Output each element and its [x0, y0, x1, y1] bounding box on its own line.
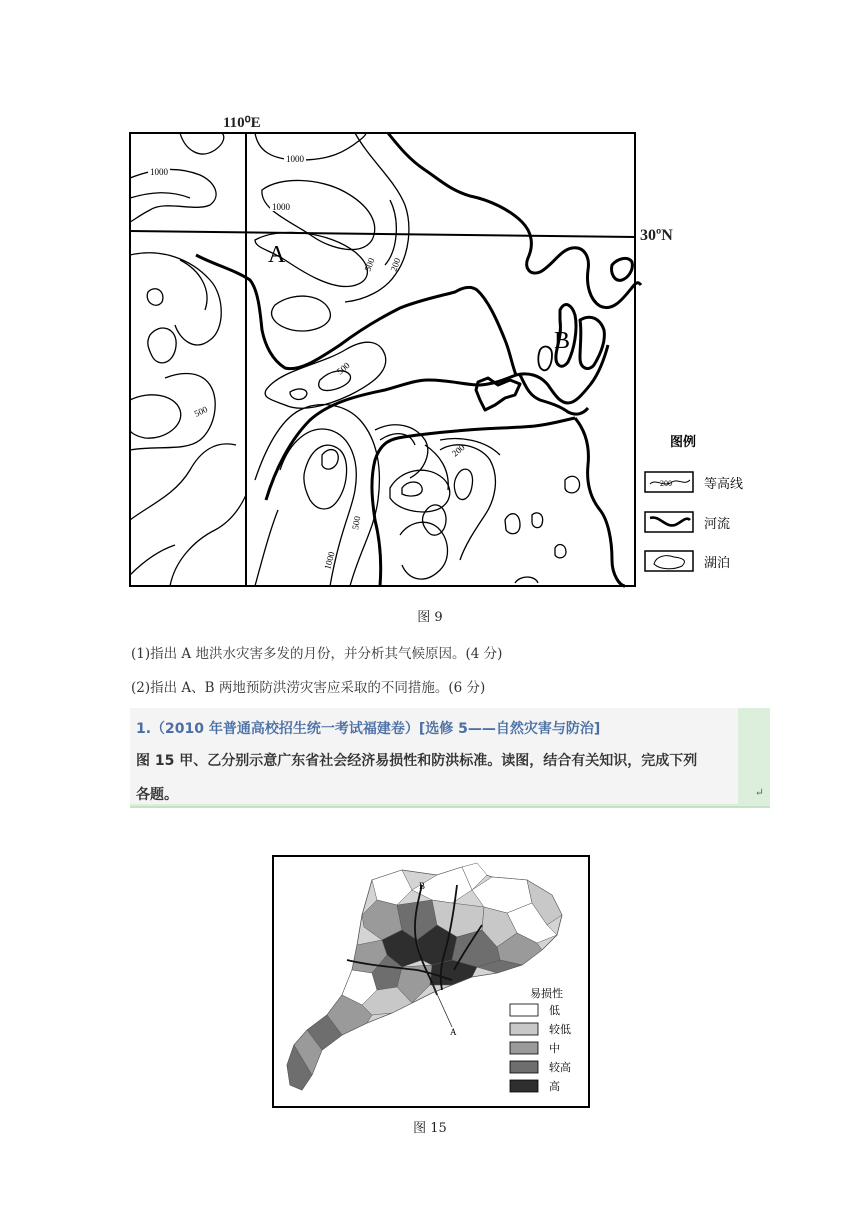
map15-point-a: A: [450, 1027, 457, 1037]
point-b-label: B: [554, 328, 571, 354]
banner-line-1: 1.（2010 年普通高校招生统一考试福建卷）[选修 5——自然灾害与防治]: [136, 721, 601, 737]
contour-label: 1000: [322, 550, 337, 571]
legend15-label-low: 低: [549, 1004, 560, 1017]
exam-question-banner: [130, 708, 770, 808]
contour-labels: [148, 153, 467, 571]
legend15-label-high: 高: [549, 1080, 560, 1093]
parallel-30n-line: [130, 231, 635, 237]
legend15-label-medium: 中: [549, 1042, 560, 1055]
contour-label: 500: [192, 404, 210, 419]
contour-label: 200: [449, 442, 467, 459]
legend-contour-label: 等高线: [704, 477, 744, 492]
contour-label: 500: [334, 360, 352, 377]
banner-line-2: 图 15 甲、乙分别示意广东省社会经济易损性和防洪标准。读图，结合有关知识，完成下列: [136, 753, 698, 769]
question-1: (1)指出 A 地洪水灾害多发的月份，并分析其气候原因。(4 分): [131, 646, 503, 662]
figure15-vulnerability-map: [272, 855, 590, 1108]
figure9-caption: 图 9: [417, 610, 443, 625]
paragraph-return-icon: ↵: [754, 786, 764, 799]
legend-lake-symbol: [645, 551, 693, 571]
legend15-swatch-lower: [510, 1023, 538, 1035]
banner-line-3: 各题。: [136, 787, 178, 803]
figure15-caption: 图 15: [413, 1121, 447, 1136]
legend-contour-value: 200: [660, 479, 672, 488]
legend15-item-high: [510, 1079, 560, 1093]
point-a-label: A: [268, 242, 286, 268]
river-symbol-line: [650, 518, 690, 526]
latitude-label: 30ºN: [640, 227, 673, 244]
contour-label: 500: [362, 256, 377, 273]
map15-point-b: B: [419, 881, 426, 891]
legend-river-symbol: [645, 512, 693, 532]
longitude-label: 110⁰E: [223, 115, 261, 131]
legend15-swatch-high: [510, 1080, 538, 1092]
map-frame: [130, 133, 635, 586]
legend15-item-medium: [510, 1041, 560, 1055]
contour-label: 500: [350, 515, 363, 531]
legend15-item-low: [510, 1004, 560, 1017]
legend15-title: 易损性: [530, 987, 563, 1000]
question-2: (2)指出 A、B 两地预防洪涝灾害应采取的不同措施。(6 分): [131, 680, 486, 696]
lake-b: [538, 347, 552, 371]
river-lines: [196, 133, 641, 586]
contour-label: 1000: [150, 167, 168, 177]
contour-label: 1000: [286, 154, 304, 164]
legend15-swatch-medium: [510, 1042, 538, 1054]
legend-title: 图例: [670, 435, 697, 450]
legend15-label-higher: 较高: [549, 1061, 571, 1074]
legend15-swatch-higher: [510, 1061, 538, 1073]
legend-lake-label: 湖泊: [704, 556, 731, 571]
figure9-legend: [645, 434, 743, 571]
banner-text-area: [130, 708, 738, 804]
lake-symbol-shape: [654, 556, 684, 569]
contour-label: 200: [388, 256, 403, 273]
legend-river-label: 河流: [704, 517, 731, 532]
legend15-label-lower: 较低: [549, 1023, 571, 1036]
contour-label: 1000: [272, 202, 290, 212]
legend15-swatch-low: [510, 1004, 538, 1016]
figure9-contour-map: [120, 110, 744, 600]
